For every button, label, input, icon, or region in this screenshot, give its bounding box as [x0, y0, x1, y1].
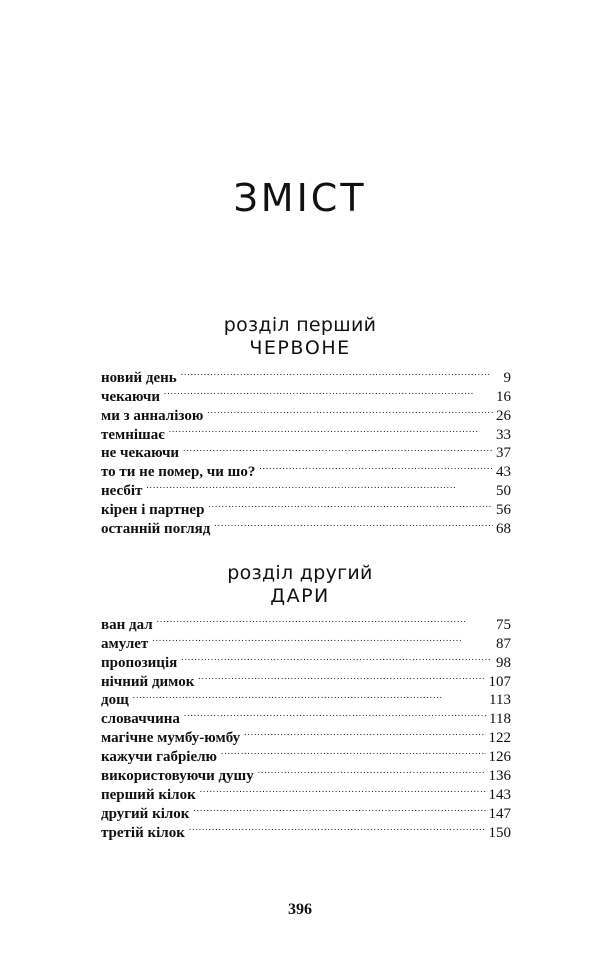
toc-entry-title: новий день	[101, 369, 177, 386]
toc-entry-title: магічне мумбу-юмбу	[101, 730, 241, 747]
toc-entry-title: темнішає	[101, 426, 165, 443]
toc-entry[interactable]	[101, 704, 511, 728]
section-name: ДАРИ	[270, 585, 330, 607]
section-name: ЧЕРВОНЕ	[249, 337, 351, 359]
toc-entry-page: 122	[488, 730, 511, 747]
toc-entry-page: 118	[489, 711, 511, 728]
dot-leader	[181, 648, 493, 667]
toc-entry-page: 98	[496, 654, 511, 671]
toc-entry-page: 143	[488, 786, 511, 803]
section-heading	[0, 562, 600, 608]
toc-entry-page: 136	[488, 768, 511, 785]
toc-entry-title: пропозиція	[101, 654, 178, 671]
toc-entry-title: нічний димок	[101, 673, 195, 690]
toc-entry[interactable]	[101, 686, 511, 709]
dot-leader	[164, 382, 493, 401]
dot-leader	[208, 495, 493, 514]
toc-entry-title: то ти не помер, чи шо?	[101, 464, 256, 481]
dot-leader	[214, 514, 493, 533]
section-label: розділ другий	[227, 562, 373, 584]
dot-leader	[200, 780, 486, 799]
dot-leader	[169, 420, 493, 439]
dot-leader	[198, 667, 485, 686]
toc-entry-page: 50	[496, 483, 511, 500]
toc-entry-page: 150	[488, 824, 511, 841]
dot-leader	[258, 761, 486, 780]
dot-leader	[184, 704, 486, 723]
toc-entry-page: 43	[496, 464, 511, 481]
page-number: 396	[288, 901, 312, 918]
toc-entry-title: дощ	[101, 692, 129, 709]
dot-leader	[221, 742, 485, 761]
page-title: ЗМІСТ	[233, 176, 367, 220]
toc-entry[interactable]	[101, 610, 511, 633]
toc-entry[interactable]	[101, 363, 511, 386]
dot-leader	[244, 723, 485, 742]
toc-entry-title: словаччина	[101, 711, 180, 728]
toc-entry-title: використовуючи душу	[101, 768, 254, 785]
toc-list	[101, 610, 511, 841]
toc-entry-title: ван дал	[101, 616, 153, 633]
toc-entry-title: кажучи габріелю	[101, 749, 218, 766]
toc-entry-page: 26	[496, 407, 511, 424]
dot-leader	[152, 629, 493, 648]
toc-entry-title: останній погляд	[101, 521, 211, 538]
dot-leader	[259, 457, 493, 476]
toc-entry-page: 56	[496, 502, 511, 519]
toc-entry-page: 113	[489, 692, 511, 709]
dot-leader	[193, 799, 485, 818]
dot-leader	[157, 610, 493, 629]
dot-leader	[146, 476, 493, 495]
toc-entry-title: третій кілок	[101, 824, 185, 841]
toc-entry-page: 107	[488, 673, 511, 690]
toc-entry-page: 75	[496, 616, 511, 633]
toc-entry[interactable]	[101, 629, 511, 652]
toc-entry[interactable]	[101, 648, 511, 671]
section-heading	[0, 314, 600, 360]
toc-entry-title: перший кілок	[101, 786, 196, 803]
toc-entry-title: несбіт	[101, 483, 143, 500]
toc-entry-page: 33	[496, 426, 511, 443]
dot-leader	[181, 363, 501, 382]
toc-entry-title: кірен і партнер	[101, 502, 205, 519]
toc-entry-page: 147	[488, 805, 511, 822]
dot-leader	[133, 686, 486, 705]
toc-entry-page: 37	[496, 445, 511, 462]
section-label: розділ перший	[223, 314, 377, 336]
toc-entry-title: не чекаючи	[101, 445, 180, 462]
toc-entry-title: чекаючи	[101, 388, 161, 405]
toc-list	[101, 363, 511, 538]
toc-entry-page: 68	[496, 521, 511, 538]
toc-entry-page: 126	[488, 749, 511, 766]
dot-leader	[183, 439, 493, 458]
toc-entry-title: другий кілок	[101, 805, 190, 822]
toc-entry-page: 9	[503, 369, 511, 386]
dot-leader	[207, 401, 493, 420]
toc-entry-title: амулет	[101, 635, 149, 652]
toc-entry[interactable]	[101, 495, 511, 519]
toc-entry[interactable]	[101, 476, 511, 500]
toc-entry-title: ми з анналізою	[101, 407, 204, 424]
dot-leader	[189, 818, 486, 837]
toc-entry-page: 16	[496, 388, 511, 405]
toc-entry-page: 87	[496, 635, 511, 652]
